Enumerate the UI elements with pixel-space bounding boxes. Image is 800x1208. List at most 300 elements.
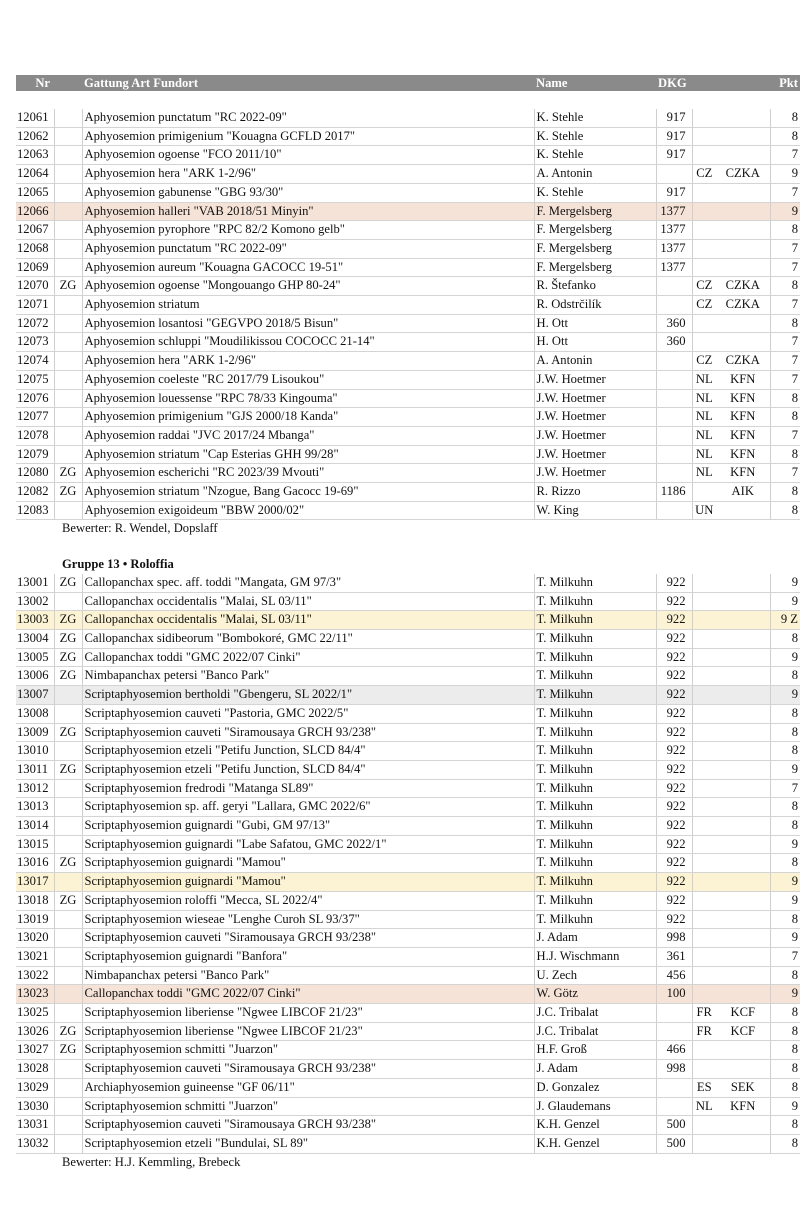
table-row — [16, 592, 800, 611]
dkg-number: 922 — [656, 667, 692, 686]
breeding-flag: ZG — [54, 574, 82, 592]
club-code: CZKA — [716, 165, 770, 184]
species-locality: Scriptaphyosemion cauveti "Siramousaya GRCH 93/238" — [82, 1116, 534, 1135]
breeding-flag: ZG — [54, 891, 82, 910]
breeding-flag — [54, 1097, 82, 1116]
owner-name: T. Milkuhn — [534, 873, 656, 892]
entry-number: 12067 — [16, 221, 54, 240]
nation-code — [692, 1116, 716, 1135]
evaluator-line: Bewerter: H.J. Kemmling, Brebeck — [62, 1154, 241, 1169]
entry-number: 13011 — [16, 760, 54, 779]
breeding-flag: ZG — [54, 629, 82, 648]
owner-name: J.C. Tribalat — [534, 1022, 656, 1041]
entry-number: 12070 — [16, 277, 54, 296]
table-row — [16, 891, 800, 910]
nation-code — [692, 574, 716, 592]
points: 9 — [770, 929, 800, 948]
species-locality: Scriptaphyosemion cauveti "Siramousaya GRCH 93/238" — [82, 929, 534, 948]
dkg-number: 922 — [656, 798, 692, 817]
points: 7 — [770, 947, 800, 966]
species-locality: Aphyosemion striatum — [82, 296, 534, 315]
entry-number: 13017 — [16, 873, 54, 892]
owner-name: H. Ott — [534, 314, 656, 333]
table-row — [16, 835, 800, 854]
dkg-number: 917 — [656, 127, 692, 146]
table-row — [16, 929, 800, 948]
breeding-flag — [54, 408, 82, 427]
points: 8 — [770, 1041, 800, 1060]
breeding-flag: ZG — [54, 1022, 82, 1041]
points: 8 — [770, 723, 800, 742]
points: 7 — [770, 370, 800, 389]
club-code — [716, 891, 770, 910]
species-locality: Aphyosemion louessense "RPC 78/33 Kingouma" — [82, 389, 534, 408]
nation-code — [692, 760, 716, 779]
table-row — [16, 165, 800, 184]
club-code: KCF — [716, 1004, 770, 1023]
points: 8 — [770, 109, 800, 127]
header-pkt: Pkt — [770, 75, 800, 91]
nation-code — [692, 202, 716, 221]
header-name: Name — [534, 75, 656, 91]
breeding-flag: ZG — [54, 648, 82, 667]
entry-number: 13030 — [16, 1097, 54, 1116]
table-row — [16, 760, 800, 779]
species-locality: Aphyosemion halleri "VAB 2018/51 Minyin" — [82, 202, 534, 221]
species-locality: Callopanchax spec. aff. toddi "Mangata, GM 97/3" — [82, 574, 534, 592]
points: 9 — [770, 574, 800, 592]
species-locality: Aphyosemion aureum "Kouagna GACOCC 19-51" — [82, 258, 534, 277]
species-locality: Aphyosemion hera "ARK 1-2/96" — [82, 352, 534, 371]
club-code — [716, 779, 770, 798]
entry-number: 12078 — [16, 426, 54, 445]
table-row — [16, 370, 800, 389]
dkg-number: 922 — [656, 704, 692, 723]
club-code: SEK — [716, 1078, 770, 1097]
club-code — [716, 1060, 770, 1079]
entry-number: 12064 — [16, 165, 54, 184]
nation-code: NL — [692, 464, 716, 483]
dkg-number: 1377 — [656, 221, 692, 240]
dkg-number: 922 — [656, 686, 692, 705]
header-title: Gattung Art Fundort — [82, 75, 534, 91]
table-row — [16, 910, 800, 929]
owner-name: T. Milkuhn — [534, 854, 656, 873]
breeding-flag — [54, 183, 82, 202]
nation-code — [692, 891, 716, 910]
entry-number: 12080 — [16, 464, 54, 483]
entry-number: 13020 — [16, 929, 54, 948]
breeding-flag: ZG — [54, 464, 82, 483]
dkg-number: 917 — [656, 183, 692, 202]
nation-code: NL — [692, 426, 716, 445]
owner-name: J.W. Hoetmer — [534, 445, 656, 464]
dkg-number: 1377 — [656, 202, 692, 221]
dkg-number — [656, 426, 692, 445]
nation-code — [692, 483, 716, 502]
club-code — [716, 127, 770, 146]
owner-name: H.F. Groß — [534, 1041, 656, 1060]
table-row — [16, 667, 800, 686]
points: 8 — [770, 221, 800, 240]
species-locality: Aphyosemion coeleste "RC 2017/79 Lisoukou" — [82, 370, 534, 389]
points: 7 — [770, 352, 800, 371]
table-row — [16, 648, 800, 667]
breeding-flag — [54, 817, 82, 836]
entry-number: 12077 — [16, 408, 54, 427]
breeding-flag — [54, 910, 82, 929]
dkg-number — [656, 352, 692, 371]
breeding-flag — [54, 352, 82, 371]
species-locality: Aphyosemion escherichi "RC 2023/39 Mvouti" — [82, 464, 534, 483]
entry-number: 12062 — [16, 127, 54, 146]
breeding-flag — [54, 1060, 82, 1079]
breeding-flag — [54, 966, 82, 985]
entry-number: 13025 — [16, 1004, 54, 1023]
entry-number: 13008 — [16, 704, 54, 723]
club-code — [716, 929, 770, 948]
entry-number: 13019 — [16, 910, 54, 929]
dkg-number — [656, 1022, 692, 1041]
dkg-number: 998 — [656, 929, 692, 948]
club-code: KFN — [716, 1097, 770, 1116]
club-code — [716, 798, 770, 817]
points: 8 — [770, 966, 800, 985]
nation-code — [692, 183, 716, 202]
nation-code — [692, 929, 716, 948]
dkg-number — [656, 277, 692, 296]
dkg-number: 360 — [656, 333, 692, 352]
club-code — [716, 146, 770, 165]
nation-code — [692, 146, 716, 165]
owner-name: T. Milkuhn — [534, 611, 656, 630]
nation-code — [692, 109, 716, 127]
entry-number: 12082 — [16, 483, 54, 502]
table-row — [16, 704, 800, 723]
club-code: KCF — [716, 1022, 770, 1041]
entry-number: 13028 — [16, 1060, 54, 1079]
dkg-number: 917 — [656, 146, 692, 165]
table-row — [16, 501, 800, 520]
table-row — [16, 1004, 800, 1023]
entry-number: 12075 — [16, 370, 54, 389]
evaluator-line: Bewerter: R. Wendel, Dopslaff — [62, 521, 218, 536]
header-club — [716, 75, 770, 91]
points: 8 — [770, 1078, 800, 1097]
club-code — [716, 648, 770, 667]
club-code: KFN — [716, 370, 770, 389]
owner-name: T. Milkuhn — [534, 667, 656, 686]
breeding-flag — [54, 389, 82, 408]
table-header-row — [16, 75, 800, 91]
owner-name: T. Milkuhn — [534, 592, 656, 611]
owner-name: H.J. Wischmann — [534, 947, 656, 966]
entry-number: 12065 — [16, 183, 54, 202]
group-title: Gruppe 13 • Roloffia — [62, 557, 174, 572]
species-locality: Scriptaphyosemion guignardi "Gubi, GM 97/13" — [82, 817, 534, 836]
breeding-flag — [54, 779, 82, 798]
points: 8 — [770, 1060, 800, 1079]
nation-code: UN — [692, 501, 716, 520]
points: 8 — [770, 314, 800, 333]
table-row — [16, 277, 800, 296]
entry-number: 13022 — [16, 966, 54, 985]
points: 8 — [770, 389, 800, 408]
entry-number: 13031 — [16, 1116, 54, 1135]
points: 7 — [770, 296, 800, 315]
club-code — [716, 854, 770, 873]
table-row — [16, 611, 800, 630]
owner-name: J. Adam — [534, 929, 656, 948]
owner-name: T. Milkuhn — [534, 798, 656, 817]
points: 9 — [770, 1097, 800, 1116]
nation-code: NL — [692, 445, 716, 464]
club-code: CZKA — [716, 277, 770, 296]
dkg-number: 922 — [656, 648, 692, 667]
club-code — [716, 742, 770, 761]
owner-name: T. Milkuhn — [534, 817, 656, 836]
points: 9 — [770, 592, 800, 611]
nation-code — [692, 611, 716, 630]
owner-name: T. Milkuhn — [534, 910, 656, 929]
nation-code: CZ — [692, 296, 716, 315]
species-locality: Scriptaphyosemion guignardi "Banfora" — [82, 947, 534, 966]
points: 8 — [770, 910, 800, 929]
dkg-number: 922 — [656, 854, 692, 873]
species-locality: Callopanchax toddi "GMC 2022/07 Cinki" — [82, 648, 534, 667]
breeding-flag: ZG — [54, 723, 82, 742]
club-code — [716, 723, 770, 742]
table-row — [16, 723, 800, 742]
entry-number: 13009 — [16, 723, 54, 742]
header-dkg: DKG — [656, 75, 692, 91]
entry-number: 12072 — [16, 314, 54, 333]
club-code — [716, 109, 770, 127]
points: 9 Z — [770, 611, 800, 630]
entry-number: 12063 — [16, 146, 54, 165]
owner-name: T. Milkuhn — [534, 779, 656, 798]
entry-number: 13016 — [16, 854, 54, 873]
table-row — [16, 408, 800, 427]
table-row — [16, 1134, 800, 1153]
owner-name: R. Štefanko — [534, 277, 656, 296]
table-row — [16, 314, 800, 333]
table-row — [16, 1041, 800, 1060]
dkg-number — [656, 1097, 692, 1116]
owner-name: D. Gonzalez — [534, 1078, 656, 1097]
species-locality: Aphyosemion punctatum "RC 2022-09" — [82, 239, 534, 258]
nation-code — [692, 779, 716, 798]
breeding-flag: ZG — [54, 483, 82, 502]
breeding-flag — [54, 501, 82, 520]
species-locality: Callopanchax occidentalis "Malai, SL 03/11" — [82, 592, 534, 611]
table-row — [16, 1078, 800, 1097]
dkg-number — [656, 445, 692, 464]
points: 7 — [770, 183, 800, 202]
entry-number: 12071 — [16, 296, 54, 315]
nation-code — [692, 686, 716, 705]
nation-code — [692, 910, 716, 929]
club-code — [716, 966, 770, 985]
species-locality: Scriptaphyosemion bertholdi "Gbengeru, SL 2022/1" — [82, 686, 534, 705]
species-locality: Archiaphyosemion guineense "GF 06/11" — [82, 1078, 534, 1097]
entry-number: 13003 — [16, 611, 54, 630]
table-row — [16, 1022, 800, 1041]
nation-code — [692, 592, 716, 611]
points: 7 — [770, 333, 800, 352]
owner-name: T. Milkuhn — [534, 704, 656, 723]
results-table — [16, 75, 800, 1171]
club-code — [716, 202, 770, 221]
nation-code — [692, 1134, 716, 1153]
club-code — [716, 873, 770, 892]
species-locality: Callopanchax toddi "GMC 2022/07 Cinki" — [82, 985, 534, 1004]
entry-number: 13002 — [16, 592, 54, 611]
entry-number: 13026 — [16, 1022, 54, 1041]
breeding-flag: ZG — [54, 760, 82, 779]
nation-code — [692, 835, 716, 854]
club-code — [716, 704, 770, 723]
table-row — [16, 483, 800, 502]
species-locality: Aphyosemion losantosi "GEGVPO 2018/5 Bisun" — [82, 314, 534, 333]
points: 9 — [770, 891, 800, 910]
nation-code — [692, 648, 716, 667]
species-locality: Nimbapanchax petersi "Banco Park" — [82, 667, 534, 686]
dkg-number: 922 — [656, 592, 692, 611]
entry-number: 13004 — [16, 629, 54, 648]
dkg-number — [656, 165, 692, 184]
table-row — [16, 426, 800, 445]
club-code — [716, 629, 770, 648]
header-nr: Nr — [16, 75, 54, 91]
nation-code — [692, 873, 716, 892]
club-code — [716, 258, 770, 277]
entry-number: 13023 — [16, 985, 54, 1004]
entry-number: 13027 — [16, 1041, 54, 1060]
nation-code — [692, 742, 716, 761]
entry-number: 13012 — [16, 779, 54, 798]
entry-number: 13007 — [16, 686, 54, 705]
entry-number: 12083 — [16, 501, 54, 520]
entry-number: 13032 — [16, 1134, 54, 1153]
points: 7 — [770, 779, 800, 798]
owner-name: F. Mergelsberg — [534, 202, 656, 221]
owner-name: J.C. Tribalat — [534, 1004, 656, 1023]
species-locality: Aphyosemion hera "ARK 1-2/96" — [82, 165, 534, 184]
species-locality: Scriptaphyosemion guignardi "Mamou" — [82, 854, 534, 873]
entry-number: 12076 — [16, 389, 54, 408]
nation-code: ES — [692, 1078, 716, 1097]
owner-name: T. Milkuhn — [534, 760, 656, 779]
dkg-number: 500 — [656, 1116, 692, 1135]
club-code — [716, 501, 770, 520]
nation-code — [692, 239, 716, 258]
owner-name: F. Mergelsberg — [534, 221, 656, 240]
breeding-flag — [54, 1078, 82, 1097]
table-row — [16, 779, 800, 798]
owner-name: J.W. Hoetmer — [534, 389, 656, 408]
points: 7 — [770, 258, 800, 277]
species-locality: Scriptaphyosemion schmitti "Juarzon" — [82, 1041, 534, 1060]
species-locality: Aphyosemion ogoense "FCO 2011/10" — [82, 146, 534, 165]
owner-name: J.W. Hoetmer — [534, 370, 656, 389]
nation-code: NL — [692, 1097, 716, 1116]
points: 8 — [770, 127, 800, 146]
nation-code — [692, 704, 716, 723]
species-locality: Scriptaphyosemion etzeli "Petifu Junction, SLCD 84/4" — [82, 742, 534, 761]
table-row — [16, 202, 800, 221]
dkg-number: 922 — [656, 910, 692, 929]
breeding-flag — [54, 370, 82, 389]
species-locality: Scriptaphyosemion liberiense "Ngwee LIBCOF 21/23" — [82, 1022, 534, 1041]
table-row — [16, 296, 800, 315]
club-code — [716, 910, 770, 929]
points: 9 — [770, 686, 800, 705]
points: 9 — [770, 985, 800, 1004]
club-code — [716, 183, 770, 202]
entry-number: 13010 — [16, 742, 54, 761]
nation-code — [692, 854, 716, 873]
club-code — [716, 760, 770, 779]
nation-code: FR — [692, 1004, 716, 1023]
breeding-flag — [54, 333, 82, 352]
header-nation — [692, 75, 716, 91]
club-code — [716, 592, 770, 611]
spacer-row — [16, 91, 800, 109]
entry-number: 13029 — [16, 1078, 54, 1097]
club-code — [716, 611, 770, 630]
table-row — [16, 798, 800, 817]
entry-number: 12069 — [16, 258, 54, 277]
table-row — [16, 1097, 800, 1116]
points: 7 — [770, 426, 800, 445]
breeding-flag — [54, 426, 82, 445]
species-locality: Scriptaphyosemion etzeli "Petifu Junction, SLCD 84/4" — [82, 760, 534, 779]
species-locality: Scriptaphyosemion cauveti "Siramousaya GRCH 93/238" — [82, 723, 534, 742]
entry-number: 12074 — [16, 352, 54, 371]
owner-name: J.W. Hoetmer — [534, 426, 656, 445]
table-row — [16, 146, 800, 165]
points: 8 — [770, 483, 800, 502]
species-locality: Scriptaphyosemion cauveti "Siramousaya GRCH 93/238" — [82, 1060, 534, 1079]
points: 8 — [770, 1004, 800, 1023]
nation-code: CZ — [692, 277, 716, 296]
club-code — [716, 817, 770, 836]
nation-code — [692, 667, 716, 686]
dkg-number: 922 — [656, 779, 692, 798]
entry-number: 13014 — [16, 817, 54, 836]
points: 8 — [770, 798, 800, 817]
breeding-flag — [54, 445, 82, 464]
table-row — [16, 629, 800, 648]
dkg-number: 500 — [656, 1134, 692, 1153]
evaluator-line-row — [16, 520, 800, 538]
owner-name: T. Milkuhn — [534, 835, 656, 854]
breeding-flag — [54, 314, 82, 333]
club-code — [716, 947, 770, 966]
species-locality: Aphyosemion gabunense "GBG 93/30" — [82, 183, 534, 202]
nation-code: CZ — [692, 165, 716, 184]
owner-name: J. Adam — [534, 1060, 656, 1079]
species-locality: Aphyosemion primigenium "GJS 2000/18 Kanda" — [82, 408, 534, 427]
owner-name: T. Milkuhn — [534, 629, 656, 648]
owner-name: T. Milkuhn — [534, 723, 656, 742]
club-code — [716, 985, 770, 1004]
owner-name: F. Mergelsberg — [534, 239, 656, 258]
owner-name: J.W. Hoetmer — [534, 408, 656, 427]
breeding-flag — [54, 165, 82, 184]
owner-name: T. Milkuhn — [534, 686, 656, 705]
